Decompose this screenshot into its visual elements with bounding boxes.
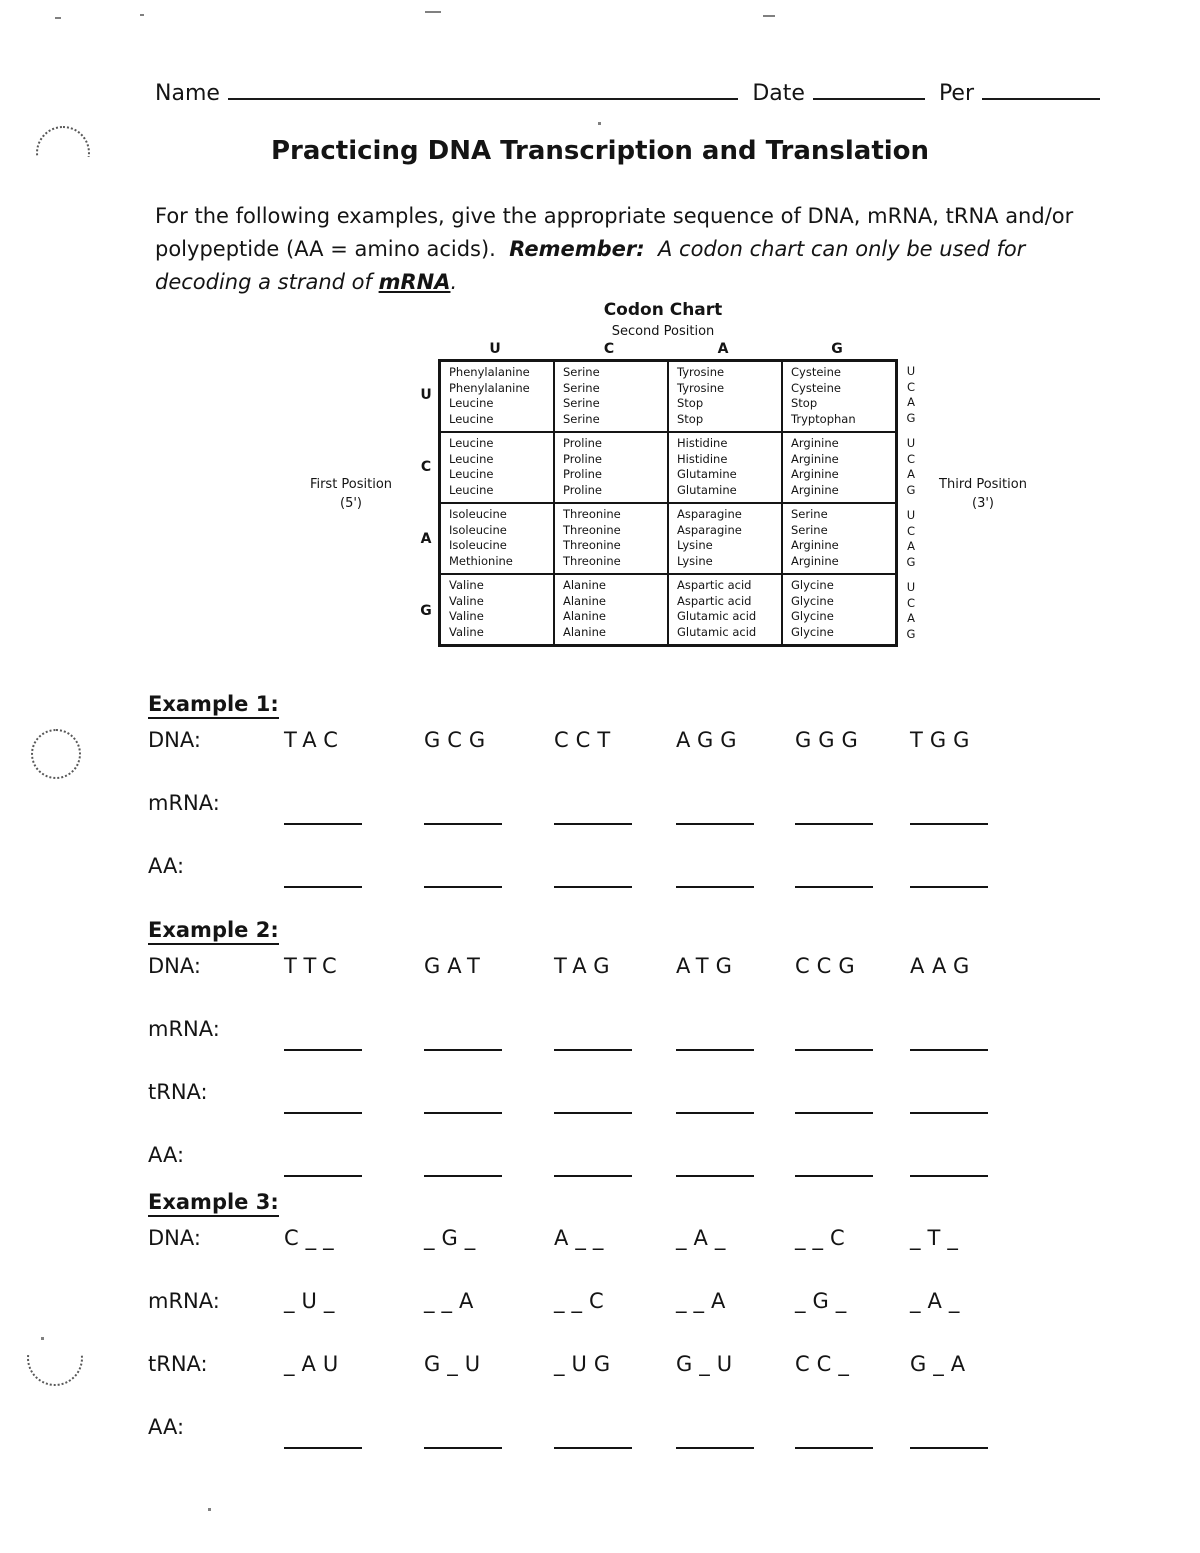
codon-cell: Serine Serine Arginine Arginine — [781, 504, 895, 573]
mrna-label: mRNA: — [148, 1289, 220, 1313]
scan-artifact — [598, 122, 601, 125]
answer-blank — [424, 1143, 502, 1177]
answer-blank — [795, 1080, 873, 1114]
answer-blank — [910, 1143, 988, 1177]
codon-cell: Phenylalanine Phenylalanine Leucine Leucine — [449, 365, 530, 426]
codon-row-a — [441, 502, 895, 573]
mrna-emphasis: mRNA — [378, 270, 451, 295]
aa-label: AA: — [148, 1415, 185, 1439]
answer-blank — [554, 1080, 632, 1114]
dna-codon: AAG — [910, 954, 977, 978]
example-2-heading: Example 2: — [148, 918, 279, 945]
example-2-mrna-row — [148, 1017, 1088, 1053]
dna-codon: __C — [795, 1226, 852, 1250]
dna-codon: ATG — [676, 954, 739, 978]
answer-blank — [424, 1080, 502, 1114]
mrna-label: mRNA: — [148, 1017, 220, 1041]
answer-blank — [676, 1143, 754, 1177]
codon-cell: Asparagine Asparagine Lysine Lysine — [667, 504, 781, 573]
trna-codon: _AU — [284, 1352, 346, 1376]
codon-cell: Isoleucine Isoleucine Isoleucine Methionine — [449, 507, 513, 568]
dna-codon: TTC — [284, 954, 344, 978]
answer-blank — [424, 791, 502, 825]
mrna-codon: _G_ — [795, 1289, 854, 1313]
example-3-aa-row — [148, 1415, 1088, 1451]
codon-cell: Histidine Histidine Glutamine Glutamine — [667, 433, 781, 502]
answer-blank — [795, 854, 873, 888]
example-2-dna-row — [148, 954, 1088, 990]
first-position-label: First Position (5') — [309, 476, 393, 511]
example-2-aa-row — [148, 1143, 1088, 1179]
trna-codon: G_U — [424, 1352, 488, 1376]
example-3-mrna-row — [148, 1289, 1088, 1325]
dna-codon: A__ — [554, 1226, 611, 1250]
codon-cell: Arginine Arginine Arginine Arginine — [781, 433, 895, 502]
third-position-group: U C A G — [906, 580, 916, 641]
codon-cell: Proline Proline Proline Proline — [553, 433, 667, 502]
answer-blank — [910, 791, 988, 825]
example-1-aa-row — [148, 854, 1088, 890]
codon-cell: Leucine Leucine Leucine Leucine — [449, 436, 494, 497]
aa-label: AA: — [148, 1143, 185, 1167]
aa-label: AA: — [148, 854, 185, 878]
hole-punch-mark — [31, 729, 81, 779]
page-title: Practicing DNA Transcription and Translation — [270, 136, 930, 166]
trna-codon: _UG — [554, 1352, 618, 1376]
codon-row-g — [441, 573, 895, 644]
intro-paragraph — [155, 200, 1115, 300]
third-position-group: U C A G — [906, 364, 916, 425]
second-position-letter: C — [603, 341, 615, 357]
trna-codon: CC_ — [795, 1352, 856, 1376]
example-3-trna-row — [148, 1352, 1088, 1388]
remember-label: Remember: — [509, 237, 645, 262]
example-3 — [148, 1190, 1088, 1478]
dna-codon: TAC — [284, 728, 345, 752]
codon-chart — [288, 300, 1038, 647]
dna-codon: GGG — [795, 728, 865, 752]
example-1-heading: Example 1: — [148, 692, 279, 719]
codon-cell: Glycine Glycine Glycine Glycine — [781, 575, 895, 644]
date-blank-line — [813, 76, 925, 100]
answer-blank — [795, 1017, 873, 1051]
dna-codon: CCG — [795, 954, 862, 978]
codon-cell: Tyrosine Tyrosine Stop Stop — [667, 362, 781, 431]
codon-chart-title: Codon Chart — [603, 300, 723, 320]
per-blank-line — [982, 76, 1100, 100]
dna-codon: _A_ — [676, 1226, 733, 1250]
codon-cell: Aspartic acid Aspartic acid Glutamic acid Glutamic acid — [667, 575, 781, 644]
answer-blank — [284, 1415, 362, 1449]
dna-codon: TAG — [554, 954, 617, 978]
answer-blank — [676, 791, 754, 825]
answer-blank — [554, 791, 632, 825]
example-2 — [148, 918, 1088, 1206]
answer-blank — [554, 854, 632, 888]
scan-artifact — [425, 11, 441, 13]
mrna-codon: __A — [676, 1289, 733, 1313]
first-position-letters — [414, 359, 438, 647]
trna-label: tRNA: — [148, 1080, 208, 1104]
answer-blank — [795, 1415, 873, 1449]
intro-text: For the following examples, give the appropriate sequence of DNA, mRNA, tRNA and/or polypeptide (AA = amino acids). — [155, 204, 1074, 262]
trna-label: tRNA: — [148, 1352, 208, 1376]
scan-artifact — [140, 14, 144, 16]
third-position-group: U C A G — [906, 436, 916, 497]
example-3-heading: Example 3: — [148, 1190, 279, 1217]
answer-blank — [676, 1080, 754, 1114]
answer-blank — [424, 854, 502, 888]
first-position-letter: G — [420, 603, 432, 619]
name-blank-line — [228, 76, 738, 100]
dna-codon: _T_ — [910, 1226, 965, 1250]
trna-codon: G_U — [676, 1352, 740, 1376]
example-1-dna-row — [148, 728, 1088, 764]
answer-blank — [284, 791, 362, 825]
answer-blank — [676, 1415, 754, 1449]
per-label: Per — [938, 81, 974, 106]
codon-cell: Valine Valine Valine Valine — [449, 578, 484, 639]
first-position-letter: A — [420, 531, 432, 547]
scan-artifact — [55, 17, 61, 19]
remember-body: A codon chart can only be used for decoding a strand of — [155, 237, 1026, 295]
answer-blank — [284, 854, 362, 888]
answer-blank — [284, 1080, 362, 1114]
codon-cell: Serine Serine Serine Serine — [553, 362, 667, 431]
codon-cell: Cysteine Cysteine Stop Tryptophan — [781, 362, 895, 431]
dna-codon: TGG — [910, 728, 977, 752]
hole-punch-cover — [21, 1324, 87, 1354]
answer-blank — [424, 1415, 502, 1449]
dna-codon: C__ — [284, 1226, 341, 1250]
first-position-letter: C — [420, 459, 432, 475]
mrna-label: mRNA: — [148, 791, 220, 815]
answer-blank — [554, 1415, 632, 1449]
third-position-letters — [898, 359, 924, 647]
answer-blank — [910, 854, 988, 888]
dna-codon: GAT — [424, 954, 487, 978]
example-1-mrna-row — [148, 791, 1088, 827]
example-3-dna-row — [148, 1226, 1088, 1262]
answer-blank — [554, 1143, 632, 1177]
first-position-letter: U — [420, 387, 432, 403]
dna-codon: _G_ — [424, 1226, 483, 1250]
codon-cell: Threonine Threonine Threonine Threonine — [553, 504, 667, 573]
codon-row-u — [441, 362, 895, 431]
answer-blank — [795, 1143, 873, 1177]
codon-cell: Alanine Alanine Alanine Alanine — [553, 575, 667, 644]
answer-blank — [910, 1017, 988, 1051]
scan-artifact — [763, 15, 775, 17]
mrna-codon: __C — [554, 1289, 611, 1313]
second-position-letters — [438, 341, 924, 359]
second-position-label: Second Position — [611, 324, 715, 339]
answer-blank — [910, 1415, 988, 1449]
end-punct: . — [450, 270, 458, 295]
third-position-group: U C A G — [906, 508, 916, 569]
answer-blank — [795, 791, 873, 825]
date-label: Date — [752, 81, 805, 106]
trna-codon: G_A — [910, 1352, 973, 1376]
dna-label: DNA: — [148, 728, 201, 752]
codon-row-c — [441, 431, 895, 502]
scan-artifact — [41, 1337, 44, 1340]
answer-blank — [284, 1017, 362, 1051]
mrna-codon: __A — [424, 1289, 481, 1313]
worksheet-header — [155, 76, 1100, 106]
answer-blank — [554, 1017, 632, 1051]
dna-codon: GCG — [424, 728, 493, 752]
answer-blank — [676, 1017, 754, 1051]
third-position-label: Third Position (3') — [939, 476, 1027, 511]
answer-blank — [284, 1143, 362, 1177]
dna-label: DNA: — [148, 954, 201, 978]
answer-blank — [676, 854, 754, 888]
dna-label: DNA: — [148, 1226, 201, 1250]
mrna-codon: _U_ — [284, 1289, 342, 1313]
name-label: Name — [155, 81, 220, 106]
second-position-letter: G — [831, 341, 843, 357]
answer-blank — [910, 1080, 988, 1114]
second-position-letter: U — [489, 341, 501, 357]
second-position-letter: A — [717, 341, 729, 357]
dna-codon: CCT — [554, 728, 618, 752]
answer-blank — [424, 1017, 502, 1051]
mrna-codon: _A_ — [910, 1289, 967, 1313]
example-2-trna-row — [148, 1080, 1088, 1116]
example-1 — [148, 692, 1088, 917]
codon-table — [438, 359, 898, 647]
scan-artifact — [208, 1508, 211, 1511]
dna-codon: AGG — [676, 728, 744, 752]
